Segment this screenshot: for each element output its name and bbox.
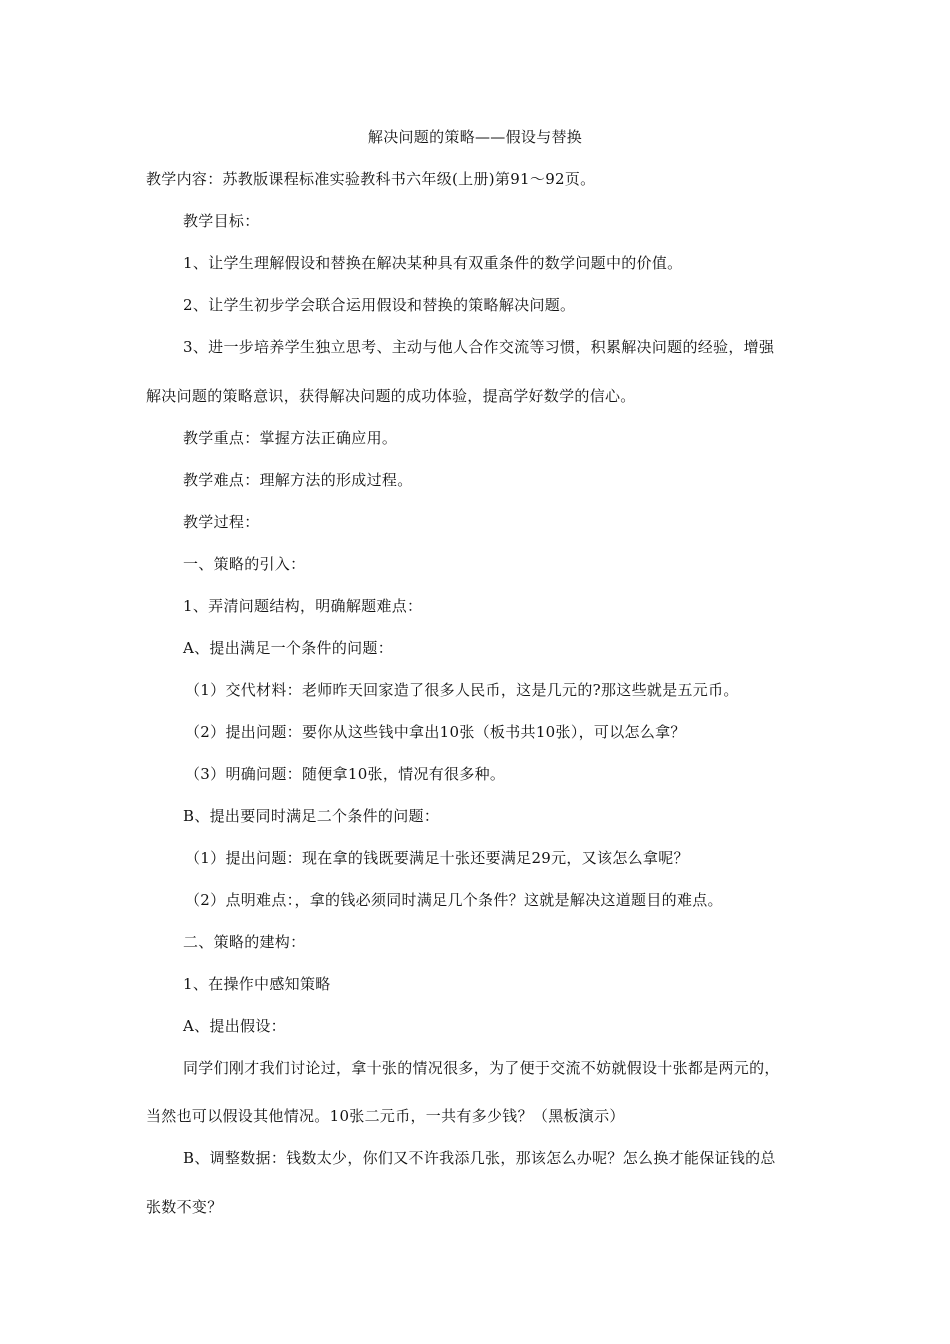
paragraph-construction-step-1: 1、在操作中感知策略 bbox=[183, 975, 331, 993]
paragraph-item-b1: （1）提出问题：现在拿的钱既要满足十张还要满足29元，又该怎么拿呢？ bbox=[185, 849, 689, 867]
paragraph-item-a2: （2）提出问题：要你从这些钱中拿出10张（板书共10张），可以怎么拿？ bbox=[185, 723, 686, 741]
paragraph-goal-2: 2、让学生初步学会联合运用假设和替换的策略解决问题。 bbox=[183, 296, 576, 314]
document-title: 解决问题的策略——假设与替换 bbox=[367, 128, 583, 146]
paragraph-step-1: 1、弄清问题结构，明确解题难点： bbox=[183, 597, 423, 615]
paragraph-item-a3: （3）明确问题：随便拿10张，情况有很多种。 bbox=[185, 765, 506, 783]
section-heading-construction: 二、策略的建构： bbox=[183, 933, 306, 951]
paragraph-process-heading: 教学过程： bbox=[183, 513, 260, 531]
paragraph-adjust-data: B、调整数据：钱数太少，你们又不许我添几张，那该怎么办呢？怎么换才能保证钱的总 bbox=[183, 1149, 776, 1167]
section-heading-introduction: 一、策略的引入： bbox=[183, 555, 306, 573]
paragraph-goal-3-continued: 解决问题的策略意识，获得解决问题的成功体验，提高学好数学的信心。 bbox=[146, 387, 636, 405]
paragraph-teaching-goals-heading: 教学目标： bbox=[183, 212, 260, 230]
paragraph-goal-3: 3、进一步培养学生独立思考、主动与他人合作交流等习惯，积累解决问题的经验，增强 bbox=[183, 338, 775, 356]
paragraph-key-point: 教学重点：掌握方法正确应用。 bbox=[183, 429, 398, 447]
paragraph-item-b2: （2）点明难点：，拿的钱必须同时满足几个条件？这就是解决这道题目的难点。 bbox=[185, 891, 723, 909]
paragraph-assumption: 同学们刚才我们讨论过，拿十张的情况很多，为了便于交流不妨就假设十张都是两元的， bbox=[183, 1059, 780, 1077]
paragraph-step-a: A、提出满足一个条件的问题： bbox=[183, 639, 394, 657]
paragraph-item-a1: （1）交代材料：老师昨天回家造了很多人民币，这是几元的?那这些就是五元币。 bbox=[185, 681, 739, 699]
paragraph-goal-1: 1、让学生理解假设和替换在解决某种具有双重条件的数学问题中的价值。 bbox=[183, 254, 683, 272]
paragraph-assumption-continued: 当然也可以假设其他情况。10张二元币，一共有多少钱？（黑板演示） bbox=[146, 1107, 625, 1125]
paragraph-step-b: B、提出要同时满足二个条件的问题： bbox=[183, 807, 440, 825]
paragraph-adjust-data-continued: 张数不变？ bbox=[146, 1198, 223, 1216]
paragraph-construction-step-a: A、提出假设： bbox=[183, 1017, 286, 1035]
paragraph-teaching-content: 教学内容：苏教版课程标准实验教科书六年级(上册)第91～92页。 bbox=[146, 170, 596, 188]
paragraph-difficult-point: 教学难点：理解方法的形成过程。 bbox=[183, 471, 413, 489]
